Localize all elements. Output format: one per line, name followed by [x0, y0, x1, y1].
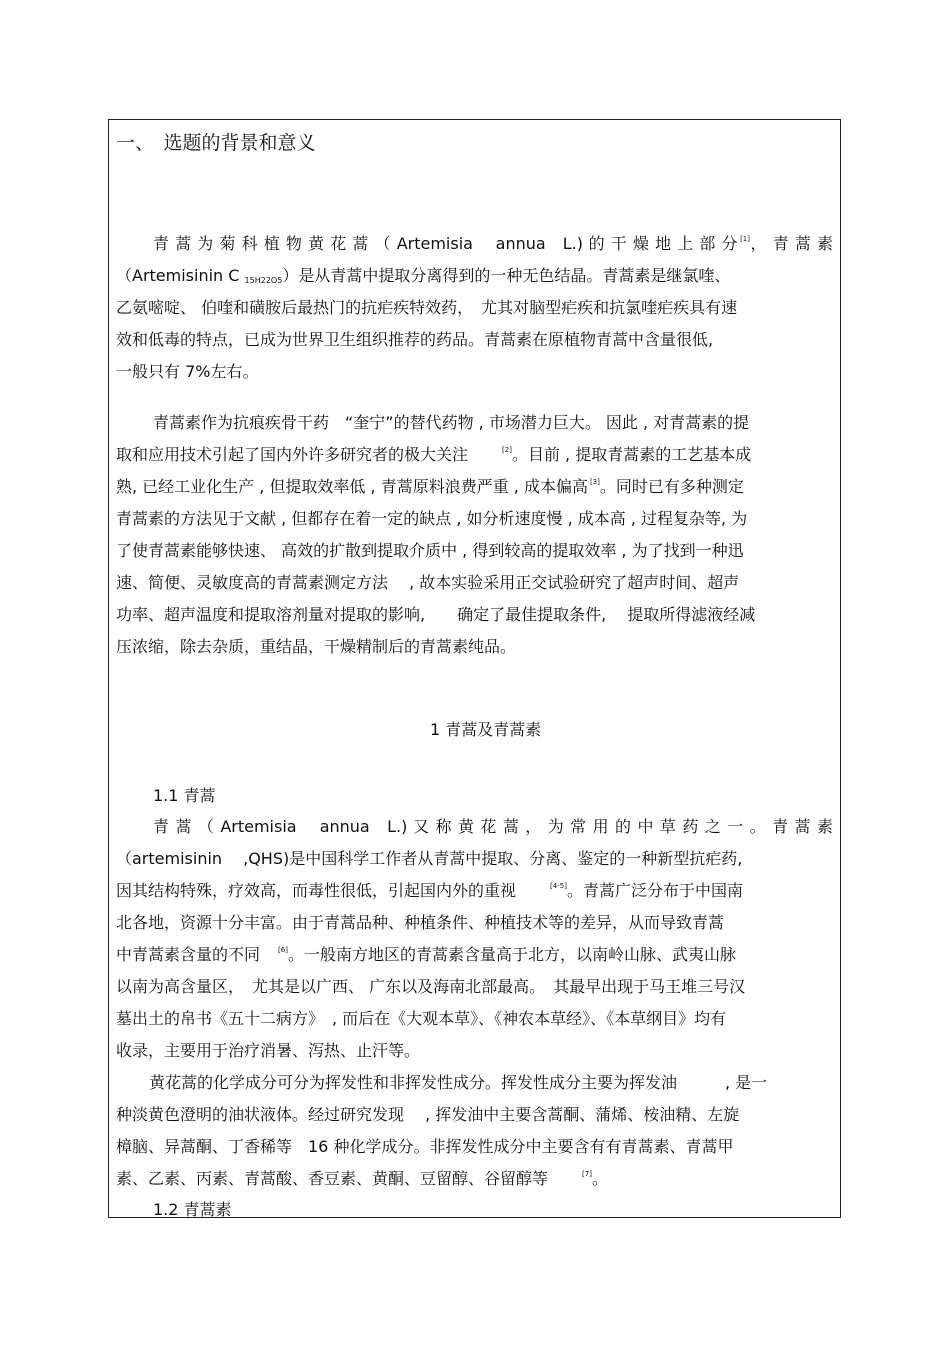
section-1-2-title: 1.2 青蒿素	[153, 1200, 232, 1219]
p3-line-1: 青 蒿 （ Artemisia annua L.) 又 称 黄 花 蒿 ， 为 常 用 的 中 草 药 之 一 。 青 蒿 素	[153, 817, 833, 836]
p2-line-8: 压浓缩，除去杂质，重结晶，干燥精制后的青蒿素纯品。	[116, 637, 517, 656]
citation: [6]	[278, 946, 288, 954]
p3-line-8: 收录，主要用于治疗消暑、泻热、止汗等。	[116, 1041, 421, 1060]
p2-line-1: 青蒿素作为抗痕疾骨干药 “奎宁”的替代药物 , 市场潜力巨大。 因此 , 对青蒿素的提	[153, 413, 750, 432]
p2-line-3-tail: 。同时已有多种测定	[599, 477, 744, 496]
p2-line-2-text: 取和应用技术引起了国内外许多研究者的极大关注	[116, 445, 469, 464]
p4-line-3: 樟脑、异蒿酮、丁香稀等 16 种化学成分。非挥发性成分中主要含有有青蒿素、青蒿甲	[116, 1137, 734, 1156]
p4-line-4	[116, 1169, 608, 1189]
p1-line-2-tail: ）是从青蒿中提取分离得到的一种无色结晶。青蒿素是继氯喹、	[282, 266, 731, 285]
p2-line-7: 功率、超声温度和提取溶剂量对提取的影响, 确定了最佳提取条件, 提取所得滤液经减	[116, 605, 756, 624]
p3-line-3-tail: 。青蒿广泛分布于中国南	[566, 881, 743, 900]
section-1-1-title: 1.1 青蒿	[153, 786, 216, 805]
p2-line-4: 青蒿素的方法见于文献 , 但都存在着一定的缺点 , 如分析速度慢 , 成本高 , 过程复杂等, 为	[116, 509, 748, 528]
chapter-title: 1 青蒿及青蒿素	[430, 720, 542, 739]
p4-line-4-tail: 。	[591, 1169, 608, 1188]
citation: [2]	[502, 446, 512, 454]
p2-line-5: 了使青蒿素能够快速、 高效的扩散到提取介质中 , 得到较高的提取效率 , 为了找到一种迅	[116, 541, 744, 560]
section-title: 一、 选题的背景和意义	[116, 132, 316, 154]
p1-line-4: 效和低毒的特点，已成为世界卫生组织推荐的药品。青蒿素在原植物青蒿中含量很低,	[116, 330, 714, 349]
citation: [7]	[582, 1170, 592, 1178]
p3-line-5	[116, 945, 736, 965]
p3-line-6: 以南为高含量区， 尤其是以广西、 广东以及海南北部最高。 其最早出现于马王堆三号汉	[116, 977, 746, 996]
chemical-formula-sub: 15H22O5	[244, 276, 283, 285]
p1-line-2	[116, 266, 730, 291]
p4-line-1: 黄花蒿的化学成分可分为挥发性和非挥发性成分。挥发性成分主要为挥发油 , 是一	[149, 1073, 768, 1092]
p3-line-5-text: 中青蒿素含量的不同	[116, 945, 261, 964]
p2-line-3	[116, 477, 744, 497]
p1-line-1	[153, 234, 833, 256]
p3-line-4: 北各地，资源十分丰富。由于青蒿品种、种植条件、种植技术等的差异，从而导致青蒿	[116, 913, 725, 932]
p1-line-3: 乙氨嘧啶、 伯喹和磺胺后最热门的抗疟疾特效药， 尤其对脑型疟疾和抗氯喹疟疾具有速	[116, 298, 738, 317]
p1-line-1-tail: ， 青 蒿 素	[750, 234, 833, 253]
p1-line-1-text: 青 蒿 为 菊 科 植 物 黄 花 蒿 （ Artemisia annua L.) 的 干 燥 地 上 部 分	[153, 234, 739, 253]
citation: [1]	[740, 235, 750, 243]
p2-line-6: 速、简便、灵敏度高的青蒿素测定方法 , 故本实验采用正交试验研究了超声时间、超声	[116, 573, 740, 592]
p1-line-5: 一般只有 7%左右。	[116, 362, 259, 381]
p1-line-2-text: （Artemisinin C	[116, 266, 240, 285]
citation: [4-5]	[550, 882, 567, 890]
p2-line-3-text: 熟, 已经工业化生产 , 但提取效率低 , 青蒿原料浪费严重 , 成本偏高	[116, 477, 588, 496]
p3-line-3-text: 因其结构特殊，疗效高，而毒性很低，引起国内外的重视	[116, 881, 517, 900]
citation: [3]	[589, 478, 600, 486]
p2-line-2-tail: 。目前 , 提取青蒿素的工艺基本成	[511, 445, 752, 464]
p2-line-2	[116, 445, 751, 465]
p4-line-4-text: 素、乙素、丙素、青蒿酸、香豆素、黄酮、豆留醇、谷留醇等	[116, 1169, 549, 1188]
p3-line-2: （artemisinin ,QHS)是中国科学工作者从青蒿中提取、分离、鉴定的一种新型抗疟药,	[116, 849, 743, 868]
p3-line-5-tail: 。一般南方地区的青蒿素含量高于北方，以南岭山脉、武夷山脉	[287, 945, 736, 964]
p3-line-7: 墓出土的帛书《五十二病方》 , 而后在《大观本草》、《神农本草经》、《本草纲目》均有	[116, 1009, 727, 1028]
p3-line-3	[116, 881, 743, 901]
p4-line-2: 种淡黄色澄明的油状液体。经过研究发现 , 挥发油中主要含蒿酮、蒲烯、桉油精、左旋	[116, 1105, 740, 1124]
